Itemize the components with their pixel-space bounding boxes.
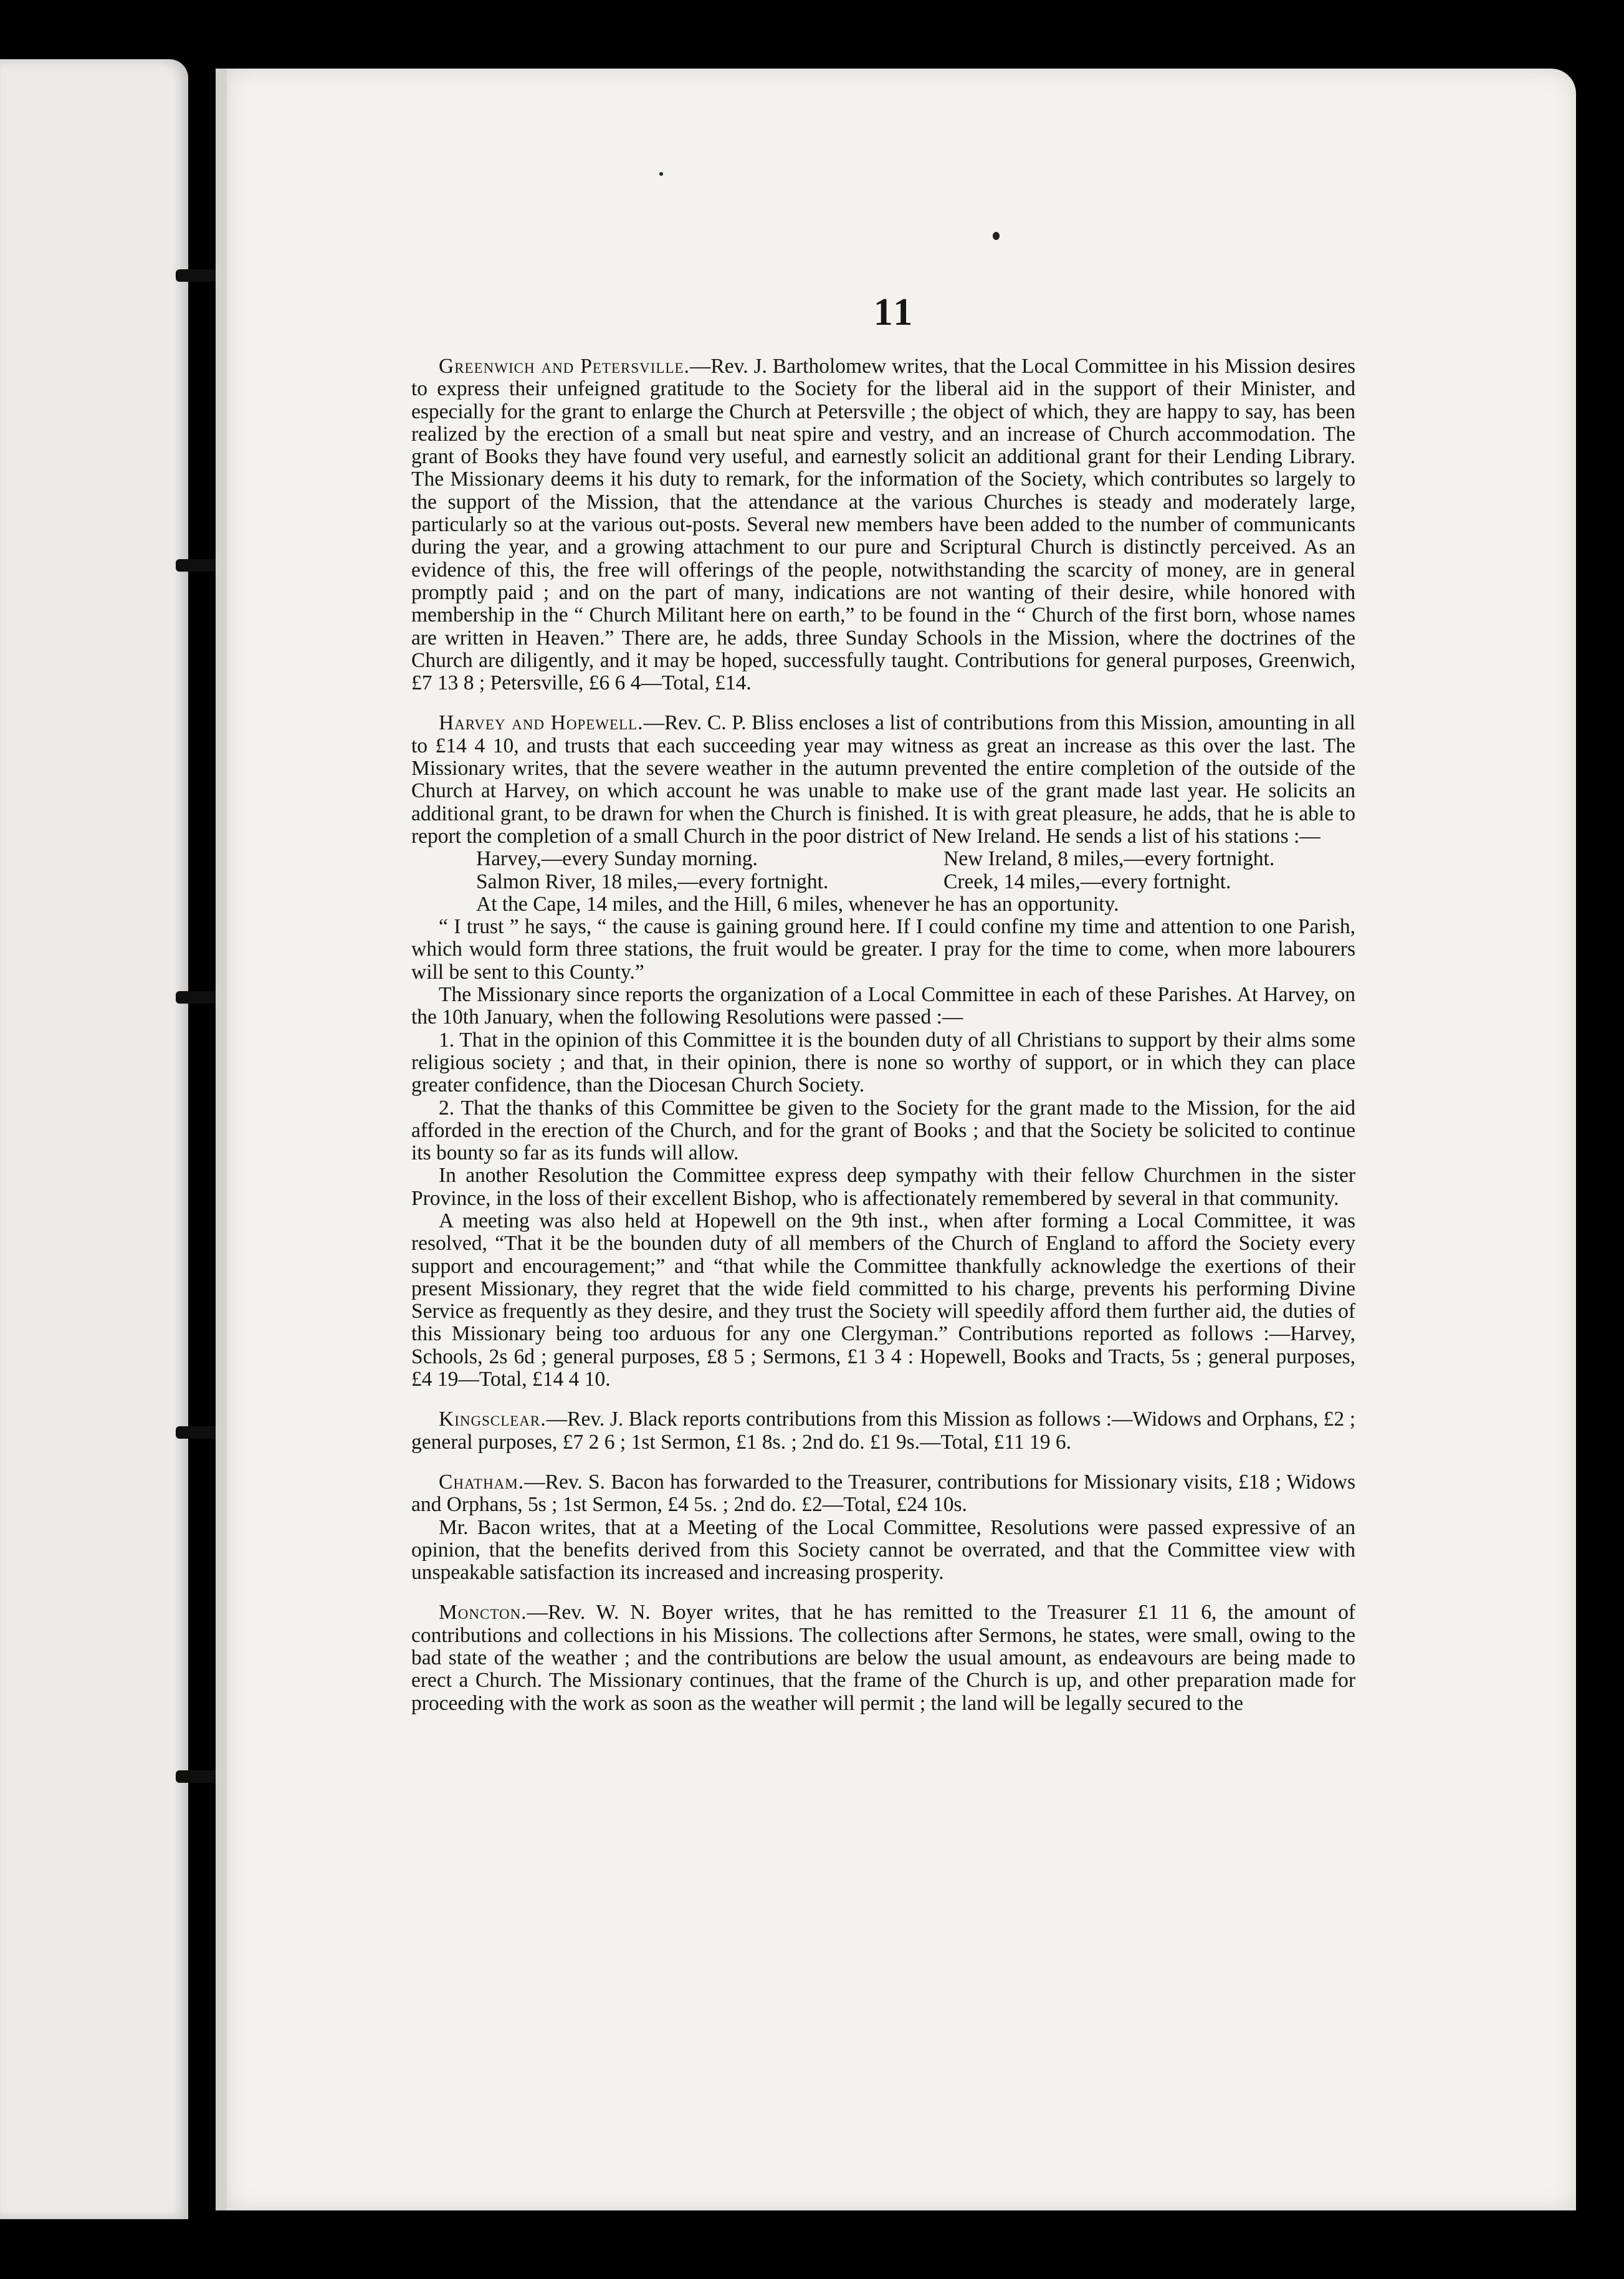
resolution-1: 1. That in the opinion of this Committee it is the bounden duty of all Christians to support by their alms some religious society ; and that, in their opinion, there is none so worthy of support, or in which they can place greater confidence, than the Diocesan Church Society. [411, 1028, 1355, 1097]
ink-spot [659, 172, 663, 176]
station-item: Creek, 14 miles,—every fortnight. [943, 870, 1231, 893]
section-heading: Chatham. [439, 1470, 525, 1494]
section-moncton [411, 1601, 1355, 1714]
section-chatham [411, 1471, 1355, 1584]
station-item: Salmon River, 18 miles,—every fortnight. [476, 870, 829, 893]
stations-tail: At the Cape, 14 miles, and the Hill, 6 miles, whenever he has an opportunity. [476, 892, 1119, 916]
sympathy-resolution: In another Resolution the Committee express deep sympathy with their fellow Churchmen in the sister Province, in the loss of their excellent Bishop, who is affectionately remembered by several in that community. [411, 1164, 1355, 1210]
section-text: —Rev. W. N. Boyer writes, that he has remitted to the Treasurer £1 11 6, the amount of contributions and collections in his Missions. The collections after Sermons, he states, were small, owing to the bad state of the weather ; and the contributions are below the usual amount, as endeavours are being made to erect a Church. The Missionary continues, that the frame of the Church is up, and other preparation made for proceeding with the work as soon as the weather will permit ; the land will be legally secured to the [411, 1601, 1355, 1715]
section-text: —Rev. J. Black reports contributions from this Mission as follows :—Widows and Orphans, £2 ; general purposes, £7 2 6 ; 1st Sermon, £1 8s. ; 2nd do. £1 9s.—Total, £11 19 6. [411, 1408, 1355, 1454]
resolution-2: 2. That the thanks of this Committee be given to the Society for the grant made to the Mission, for the aid afforded in the erection of the Church, and for the grant of Books ; and that the Society be solicited to continue its bounty so far as its funds will allow. [411, 1096, 1355, 1165]
section-heading: Kingsclear. [439, 1408, 547, 1431]
hopewell-meeting-paragraph: A meeting was also held at Hopewell on the 9th inst., when after forming a Local Committee, it was resolved, “That it be the bounden duty of all members of the Church of England to afford the Society every support and encouragement;” and “that while the Committee thankfully acknowledge the exertions of their present Missionary, they regret that the wide field committed to his charge, prevents his performing Divine Service as frequently as they desire, and they trust the Society will speedily afford them further aid, the duties of this Missionary being too arduous for any one Clergyman.” Contributions reported as follows :—Harvey, Schools, 2s 6d ; general purposes, £8 5 ; Sermons, £1 3 4 : Hopewell, Books and Tracts, 5s ; general purposes, £4 19—Total, £14 4 10. [411, 1209, 1355, 1391]
section-greenwich-petersville [411, 355, 1355, 694]
stations-list [411, 848, 1355, 893]
section-text: —Rev. S. Bacon has forwarded to the Treasurer, contributions for Missionary visits, £18 ; Widows and Orphans, 5s ; 1st Sermon, £4 5s. ; 2nd do. £2—Total, £24 10s. [411, 1470, 1355, 1517]
document-body [411, 355, 1355, 1970]
chatham-committee-paragraph: Mr. Bacon writes, that at a Meeting of the Local Committee, Resolutions were passed expressive of an opinion, that the benefits derived from this Society cannot be overrated, and that the Committee view with unspeakable satisfaction its increased and increasing prosperity. [411, 1515, 1355, 1585]
section-harvey-hopewell [411, 712, 1355, 1391]
station-item: Harvey,—every Sunday morning. [476, 847, 758, 871]
section-heading: Greenwich and Petersville. [439, 355, 690, 378]
quotation-paragraph: “ I trust ” he says, “ the cause is gaining ground here. If I could confine my time and attention to one Parish, which would form three stations, the fruit would be greater. I pray for the time to come, when more labourers will be sent to this County.” [411, 915, 1355, 984]
section-heading: Harvey and Hopewell. [439, 711, 644, 735]
facing-page-edge [0, 59, 188, 2219]
station-item: New Ireland, 8 miles,—every fortnight. [943, 847, 1275, 871]
section-text: —Rev. J. Bartholomew writes, that the Local Committee in his Mission desires to express their unfeigned gratitude to the Society for the liberal aid in the support of their Minister, and especially for the grant to enlarge the Church at Petersville ; the object of which, they are happy to say, has been realized by the erection of a small but neat spire and vestry, and an increase of Church accommodation. The grant of Books they have found very useful, and earnestly solicit an additional grant for their Lending Library. The Missionary deems it his duty to remark, for the information of the Society, which contributes so largely to the support of the Mission, that the attendance at the various Churches is steady and moderately large, particularly so at the various out-posts. Several new members have been added to the number of communicants during the year, and a growing attachment to our pure and Scriptural Church is distinctly perceived. As an evidence of this, the free will offerings of the people, notwithstanding the scarcity of money, are in general promptly paid ; and on the part of many, indications are not wanting of their desire, while honored with membership in the “ Church Militant here on earth,” to be found in the “ Church of the first born, whose names are written in Heaven.” There are, he adds, three Sunday Schools in the Mission, where the doctrines of the Church are diligently, and it may be hoped, successfully taught. Contributions for general purposes, Greenwich, £7 13 8 ; Petersville, £6 6 4—Total, £14. [411, 355, 1355, 695]
section-heading: Moncton. [439, 1601, 527, 1624]
ink-spot [993, 232, 1000, 240]
section-paragraph [411, 712, 1355, 848]
page-number: 11 [873, 291, 915, 333]
section-kingsclear [411, 1408, 1355, 1454]
local-committee-paragraph: The Missionary since reports the organization of a Local Committee in each of these Parishes. At Harvey, on the 10th January, when the following Resolutions were passed :— [411, 983, 1355, 1029]
section-text: —Rev. C. P. Bliss encloses a list of contributions from this Mission, amounting in all to £14 4 10, and trusts that each succeeding year may witness as great an increase as this over the last. The Missionary writes, that the severe weather in the autumn prevented the entire completion of the outside of the Church at Harvey, on which account he was unable to make use of the grant made last year. He solicits an additional grant, to be drawn for when the Church is finished. It is with great pleasure, he adds, that he is able to report the completion of a small Church in the poor district of New Ireland. He sends a list of his stations :— [411, 711, 1355, 848]
section-paragraph [411, 1471, 1355, 1517]
